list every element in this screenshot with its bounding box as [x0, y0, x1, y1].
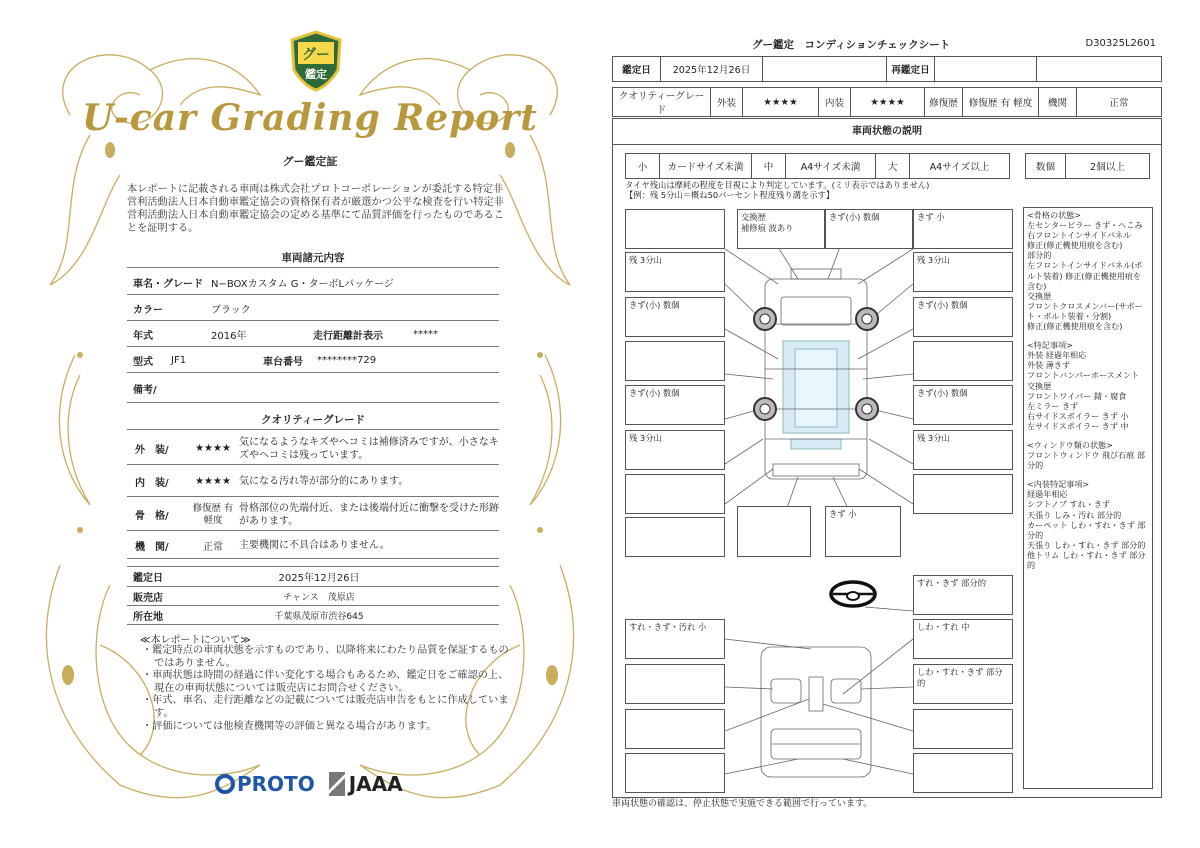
note-item: ・年式、車名、走行距離などの記載については販売店申告をもとに作成しています。 — [142, 695, 509, 719]
condition-check-sheet — [612, 32, 1164, 812]
quality-label: 機 関/ — [135, 542, 169, 553]
badge-top-text: グー — [302, 47, 330, 63]
comment-box: 残 3分山 — [913, 252, 1013, 292]
spec-name-label: 車名・グレード — [133, 279, 203, 290]
spec-model-value: JF1 — [171, 355, 187, 366]
comment-box: すれ・きず 部分的 — [913, 575, 1013, 615]
comment-box: 残 3分山 — [913, 430, 1013, 470]
quality-stars: 修復歴 有 軽度 — [192, 502, 234, 526]
spec-color-value: ブラック — [211, 305, 251, 316]
spec-name-value: N−BOXカスタム G・ターボLパッケージ — [211, 279, 394, 290]
comment-box — [913, 753, 1013, 793]
spec-row-name — [127, 271, 499, 295]
comment-box: 残 3分山 — [625, 430, 725, 470]
size-small: 小 — [626, 154, 660, 179]
comment-box: きず(小) 数個 — [625, 385, 725, 425]
quality-desc: 主要機関に不具合はありません。 — [239, 540, 390, 551]
blank-cell — [1037, 57, 1162, 82]
jaaa-icon — [329, 772, 345, 796]
steering-wheel-icon — [831, 582, 875, 606]
int-label: 内装 — [819, 88, 851, 117]
ext-label: 外装 — [711, 88, 743, 117]
comment-box — [625, 709, 725, 749]
quality-row-frame — [127, 499, 499, 531]
comment-box: きず(小) 数個 — [913, 297, 1013, 337]
count-legend — [1025, 153, 1150, 179]
jaaa-logo — [329, 772, 403, 796]
report-title: U-car Grading Report — [82, 97, 538, 139]
comment-box: しわ・すれ 中 — [913, 619, 1013, 659]
comment-box — [625, 341, 725, 381]
quality-desc: 骨格部位の先端付近、または後端付近に衝撃を受けた形跡があります。 — [239, 502, 499, 527]
ext-value: ★★★★ — [743, 88, 819, 117]
quality-desc: 気になる汚れ等が部分的にあります。 — [239, 476, 409, 487]
quality-label: 骨 格/ — [135, 511, 169, 522]
spec-chassis-value: ********729 — [317, 355, 377, 366]
quality-stars: ★★★★ — [195, 476, 231, 487]
quality-label: 内 装/ — [135, 478, 169, 489]
condition-panel — [612, 118, 1162, 798]
document-number: D30325L2601 — [1085, 38, 1156, 49]
divider — [127, 429, 499, 430]
info-shop-value: チャンス 茂原店 — [283, 592, 355, 603]
size-small-desc: カードサイズ未満 — [660, 154, 752, 179]
info-date-label: 鑑定日 — [133, 573, 163, 584]
comment-box — [913, 709, 1013, 749]
count-label: 数個 — [1026, 154, 1066, 179]
comment-box — [625, 474, 725, 514]
blank-cell — [935, 57, 1037, 82]
quality-row-engine — [127, 533, 499, 559]
comment-box — [625, 753, 725, 793]
spec-mileage-label: 走行距離計表示 — [313, 331, 383, 342]
logo-row — [215, 772, 403, 796]
quality-stars: 正常 — [203, 542, 223, 553]
size-large-desc: A4サイズ以上 — [910, 154, 1010, 179]
comment-box — [625, 209, 725, 249]
date-label: 鑑定日 — [613, 57, 661, 82]
divider — [127, 267, 499, 268]
spec-row-color — [127, 297, 499, 321]
comment-box: きず 小 — [825, 506, 901, 557]
tire-note-line: 【例：残 5分山＝概ね50パーセント程度残り溝を示す】 — [625, 190, 835, 200]
quality-heading: クオリティーグレード — [261, 414, 365, 426]
quality-row-interior — [127, 467, 499, 497]
badge-bottom-text: 鑑定 — [305, 68, 327, 81]
comment-box: 残 3分山 — [625, 252, 725, 292]
size-mid-desc: A4サイズ未満 — [786, 154, 876, 179]
spec-row-year — [127, 323, 499, 347]
certificate-statement: 本レポートに記載される車両は株式会社プロトコーポレーションが委託する特定非営利活動法人日本自動車鑑定協会の資格保有者が厳選かつ公平な検査を行い特定非営利活動法人日本自動車鑑定協会の定める基準にて品質評価を行ったものであることを証明する。 — [127, 184, 504, 234]
repair-label: 修復歴 — [925, 88, 963, 117]
spec-heading: 車両諸元内容 — [281, 252, 345, 264]
comment-box — [913, 341, 1013, 381]
size-large: 大 — [876, 154, 910, 179]
comment-box — [737, 506, 811, 557]
quality-stars: ★★★★ — [195, 443, 231, 454]
tire-note-line: タイヤ残山は摩耗の程度を目視により判定しています。(ミリ表示ではありません) — [625, 180, 930, 190]
spec-year-label: 年式 — [133, 331, 153, 342]
window-notes: <ウィンドウ類の状態> フロントウィンドウ 飛び石痕 部分的 — [1027, 439, 1145, 471]
date-value: 2025年12月26日 — [661, 57, 763, 82]
comment-box: きず 小 — [913, 209, 1013, 249]
info-row-shop — [127, 587, 499, 606]
grading-certificate — [30, 25, 590, 825]
quality-label: 外 装/ — [135, 445, 169, 456]
spec-chassis-label: 車台番号 — [263, 357, 303, 368]
spec-color-label: カラー — [133, 305, 163, 316]
date-table — [612, 56, 1162, 82]
comment-box: きず(小) 数個 — [913, 385, 1013, 425]
condition-notes — [1023, 207, 1153, 789]
special-notes: <特記事項> 外装 経過年相応 外装 薄きず フロントバンパーホースメント 交換歴 フロントワイパー 錆・腐食 左ミラー きず 右サイドスポイラー きず 小 左サイドスポイラー きず 中 — [1027, 340, 1140, 431]
comment-box: しわ・すれ・きず 部分的 — [913, 664, 1013, 704]
spec-model-label: 型式 — [133, 357, 153, 368]
engine-value: 正常 — [1077, 88, 1162, 117]
int-value: ★★★★ — [851, 88, 925, 117]
comment-box — [913, 474, 1013, 514]
comment-box: きず(小) 数個 — [625, 297, 725, 337]
sheet-footer: 車両状態の確認は、停止状態で実施できる範囲で行っています。 — [612, 799, 873, 809]
sheet-title: グー鑑定 コンディションチェックシート — [752, 39, 951, 51]
spec-mileage-value: ***** — [413, 329, 438, 340]
frame-notes: <骨格の状態> 左センターピラー きず・へこみ 右フロントインサイドパネル 修正(修正機使用痕を含む) 部分的 左フロントインサイドパネル(ボルト装着) 修正(修正機使用痕を含む) 交換歴 フロントクロスメンバー(サポート・ボルト装着・分割) 修正(修正機使用痕を含む) — [1027, 210, 1143, 332]
info-row-address — [127, 606, 499, 625]
condition-heading: 車両状態の説明 — [613, 119, 1161, 145]
spec-row-model — [127, 349, 499, 373]
count-desc: 2個以上 — [1066, 154, 1150, 179]
proto-logo — [215, 772, 315, 796]
grade-table — [612, 87, 1162, 117]
proto-icon — [215, 774, 235, 794]
quality-desc: 気になるようなキズやヘコミは補修済みですが、小さなキズやヘコミは残っています。 — [239, 436, 499, 461]
note-item: ・評価については他検査機関等の評価と異なる場合があります。 — [142, 720, 437, 732]
reinspect-label: 再鑑定日 — [887, 57, 935, 82]
report-notes — [142, 645, 512, 733]
note-item: ・車両状態は時間の経過に伴い変化する場合もあるため、鑑定日をご確認の上、現在の車両状態については販売店にお問合せください。 — [142, 670, 509, 694]
repair-value: 修復歴 有 軽度 — [963, 88, 1039, 117]
comment-box: きず(小) 数個 — [825, 209, 913, 249]
info-addr-value: 千葉県茂原市渋谷645 — [274, 611, 364, 622]
jaaa-logo-text: JAAA — [348, 772, 403, 796]
blank-cell — [763, 57, 887, 82]
certificate-subtitle: グー鑑定証 — [282, 155, 338, 168]
info-row-date — [127, 566, 499, 587]
spec-row-notes — [127, 375, 499, 403]
info-shop-label: 販売店 — [133, 592, 163, 604]
interior-notes: <内装特記事項> 経過年相応 シフトノブ すれ・きず 天張り しみ・汚れ 部分的 カーペット しわ・すれ・きず 部分的 天張り しわ・すれ・きず 部分的 他トリム しわ・すれ・きず 部分的 — [1027, 479, 1146, 570]
size-mid: 中 — [752, 154, 786, 179]
note-item: ・鑑定時点の車両状態を示すものであり、以降将来にわたり品質を保証するものではありません。 — [142, 645, 509, 669]
comment-box: 交換歴 補修痕 波あり — [737, 209, 825, 249]
comment-box — [625, 664, 725, 704]
comment-box: すれ・きず・汚れ 小 — [625, 619, 725, 659]
spec-year-value: 2016年 — [211, 331, 247, 342]
grade-label: クオリティーグレード — [613, 88, 711, 117]
proto-logo-text: PROTO — [237, 772, 315, 796]
engine-label: 機関 — [1039, 88, 1077, 117]
quality-row-exterior — [127, 433, 499, 465]
spec-notes-label: 備考/ — [133, 385, 157, 396]
info-date-value: 2025年12月26日 — [278, 573, 360, 584]
info-addr-label: 所在地 — [133, 611, 163, 623]
notes-heading: ≪本レポートについて≫ — [140, 635, 251, 646]
goo-appraisal-badge — [288, 30, 344, 92]
comment-box — [625, 517, 725, 557]
